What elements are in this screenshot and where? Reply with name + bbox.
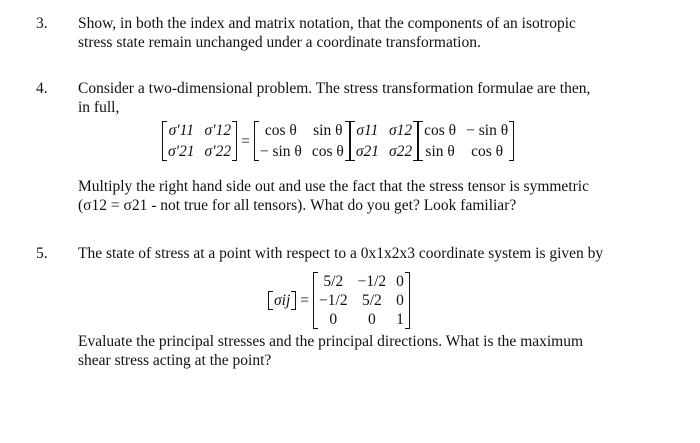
- text-line: Multiply the right hand side out and use the fact that the stress tensor is symmetric: [78, 178, 589, 195]
- text-line: shear stress acting at the point?: [78, 352, 272, 369]
- stress-state-equation: [268, 272, 410, 329]
- text-line: (σ12 = σ21 - not true for all tensors). What do you get? Look familiar?: [78, 197, 517, 214]
- matrix-cell: σ′22: [204, 143, 232, 160]
- rotation-matrix: [254, 121, 350, 161]
- matrix-cell: 1: [396, 311, 404, 328]
- matrix-cell: 5/2: [323, 273, 344, 290]
- matrix-cell: σ21: [355, 143, 379, 160]
- matrix-cell: 0: [396, 292, 404, 309]
- problem-text: [78, 14, 688, 52]
- stress-tensor-label: [268, 291, 296, 310]
- equals-sign: =: [241, 132, 250, 150]
- matrix-cell: σ11: [356, 122, 379, 139]
- transformed-stress-matrix: [162, 121, 237, 161]
- problem-number: 5.: [36, 245, 48, 262]
- text-line: Evaluate the principal stresses and the principal directions. What is the maximum: [78, 333, 584, 350]
- matrix-cell: σ′12: [204, 122, 232, 139]
- text-line: stress state remain unchanged under a coordinate transformation.: [78, 34, 481, 51]
- transformation-equation: [162, 121, 514, 161]
- matrix-cell: cos θ: [424, 122, 457, 139]
- problem-number: 4.: [36, 80, 48, 97]
- matrix-cell: − sin θ: [259, 143, 302, 160]
- matrix-cell: sin θ: [313, 122, 343, 139]
- text-line: in full,: [78, 99, 120, 116]
- matrix-cell: σ12: [388, 122, 413, 139]
- problem-number: 3.: [36, 15, 48, 32]
- matrix-cell: cos θ: [264, 122, 297, 139]
- matrix-cell: σ22: [388, 143, 413, 160]
- matrix-cell: −1/2: [319, 292, 348, 309]
- matrix-cell: σ′21: [168, 143, 195, 160]
- text-line: Consider a two-dimensional problem. The stress transformation formulae are then,: [78, 80, 591, 97]
- stress-state-matrix: [313, 272, 410, 329]
- problem-text: [78, 244, 688, 263]
- text-line: Show, in both the index and matrix notation, that the components of an isotropic: [78, 15, 576, 32]
- matrix-cell: 0: [329, 311, 338, 328]
- rotation-matrix-transpose: [418, 121, 514, 161]
- matrix-cell: sin θ: [425, 143, 455, 160]
- matrix-cell: σ′11: [168, 122, 194, 139]
- problem-text: [78, 79, 688, 117]
- matrix-label: σij: [274, 292, 291, 309]
- matrix-cell: −1/2: [357, 273, 387, 290]
- matrix-cell: cos θ: [471, 143, 504, 160]
- matrix-cell: cos θ: [311, 143, 344, 160]
- matrix-cell: 5/2: [361, 292, 382, 309]
- stress-matrix: [350, 121, 418, 161]
- problem-text-continued: [78, 332, 688, 370]
- matrix-cell: 0: [367, 311, 376, 328]
- matrix-cell: 0: [396, 273, 404, 290]
- equals-sign: =: [300, 292, 310, 309]
- matrix-cell: − sin θ: [466, 122, 509, 139]
- text-line: The state of stress at a point with respect to a 0x1x2x3 coordinate system is given by: [78, 245, 604, 262]
- problem-text-continued: [78, 177, 688, 215]
